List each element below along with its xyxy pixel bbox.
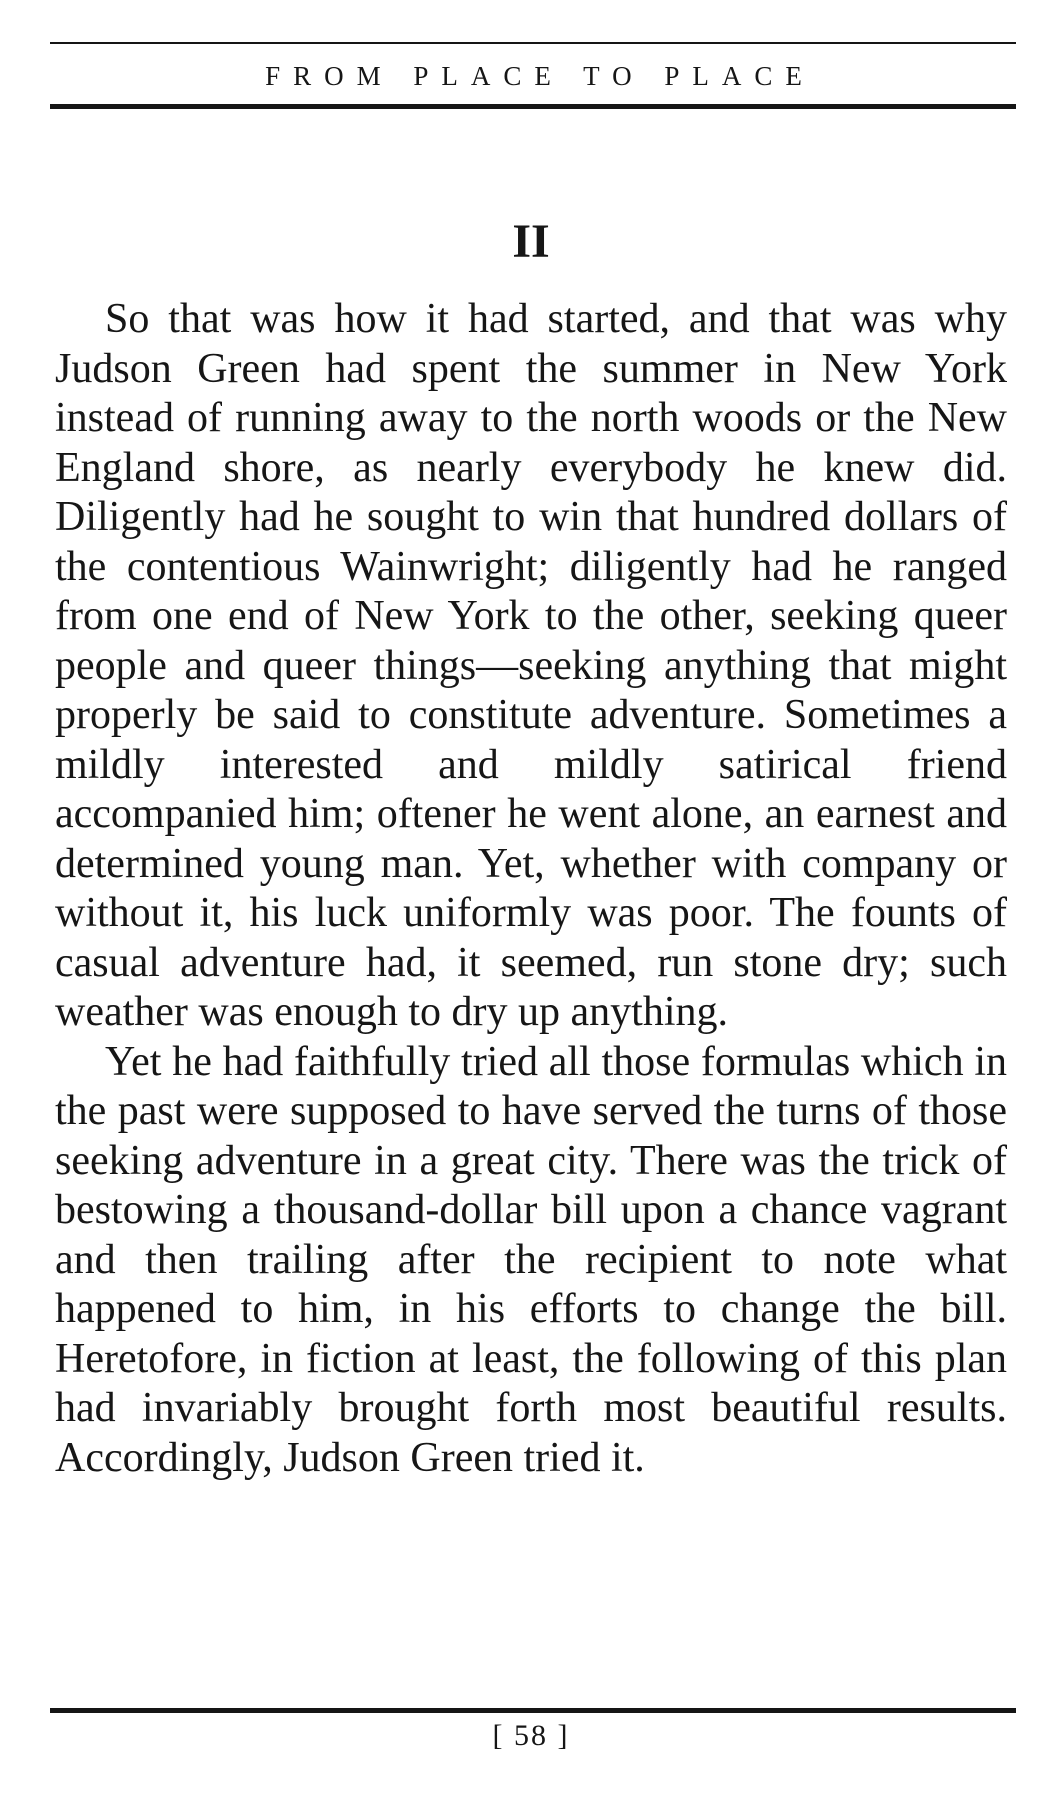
- header-bottom-rule: [50, 104, 1016, 109]
- running-head: FROM PLACE TO PLACE: [265, 61, 815, 91]
- page-number: [ 58 ]: [492, 1719, 570, 1752]
- paragraph: So that was how it had started, and that was why Judson Green had spent the summer in New York instead of running away to the north woods or the New England shore, as nearly everybody he knew did. Diligently had he sought to win that hundred dollars of the contentious Wainwright; diligently had he ranged from one end of New York to the other, seeking queer people and queer things—seeking anything that might properly be said to constitute adventure. Sometimes a mildly interested and mildly satirical friend accompanied him; oftener he went alone, an earnest and determined young man. Yet, whether with company or without it, his luck uniformly was poor. The founts of casual adventure had, it seemed, run stone dry; such weather was enough to dry up anything.: [55, 296, 1007, 1035]
- paragraph: Yet he had faithfully tried all those formulas which in the past were supposed to have served the turns of those seeking adventure in a great city. There was the trick of bestowing a thousand-dollar bill upon a chance vagrant and then trailing after the recipient to note what happened to him, in his efforts to change the bill. Heretofore, in fiction at least, the following of this plan had invariably brought forth most beautiful results. Accordingly, Judson Green tried it.: [55, 1038, 1007, 1481]
- chapter-number: II: [512, 215, 550, 268]
- body-text: [55, 295, 1007, 1483]
- footer-rule: [50, 1708, 1016, 1713]
- page-header: [50, 42, 1016, 109]
